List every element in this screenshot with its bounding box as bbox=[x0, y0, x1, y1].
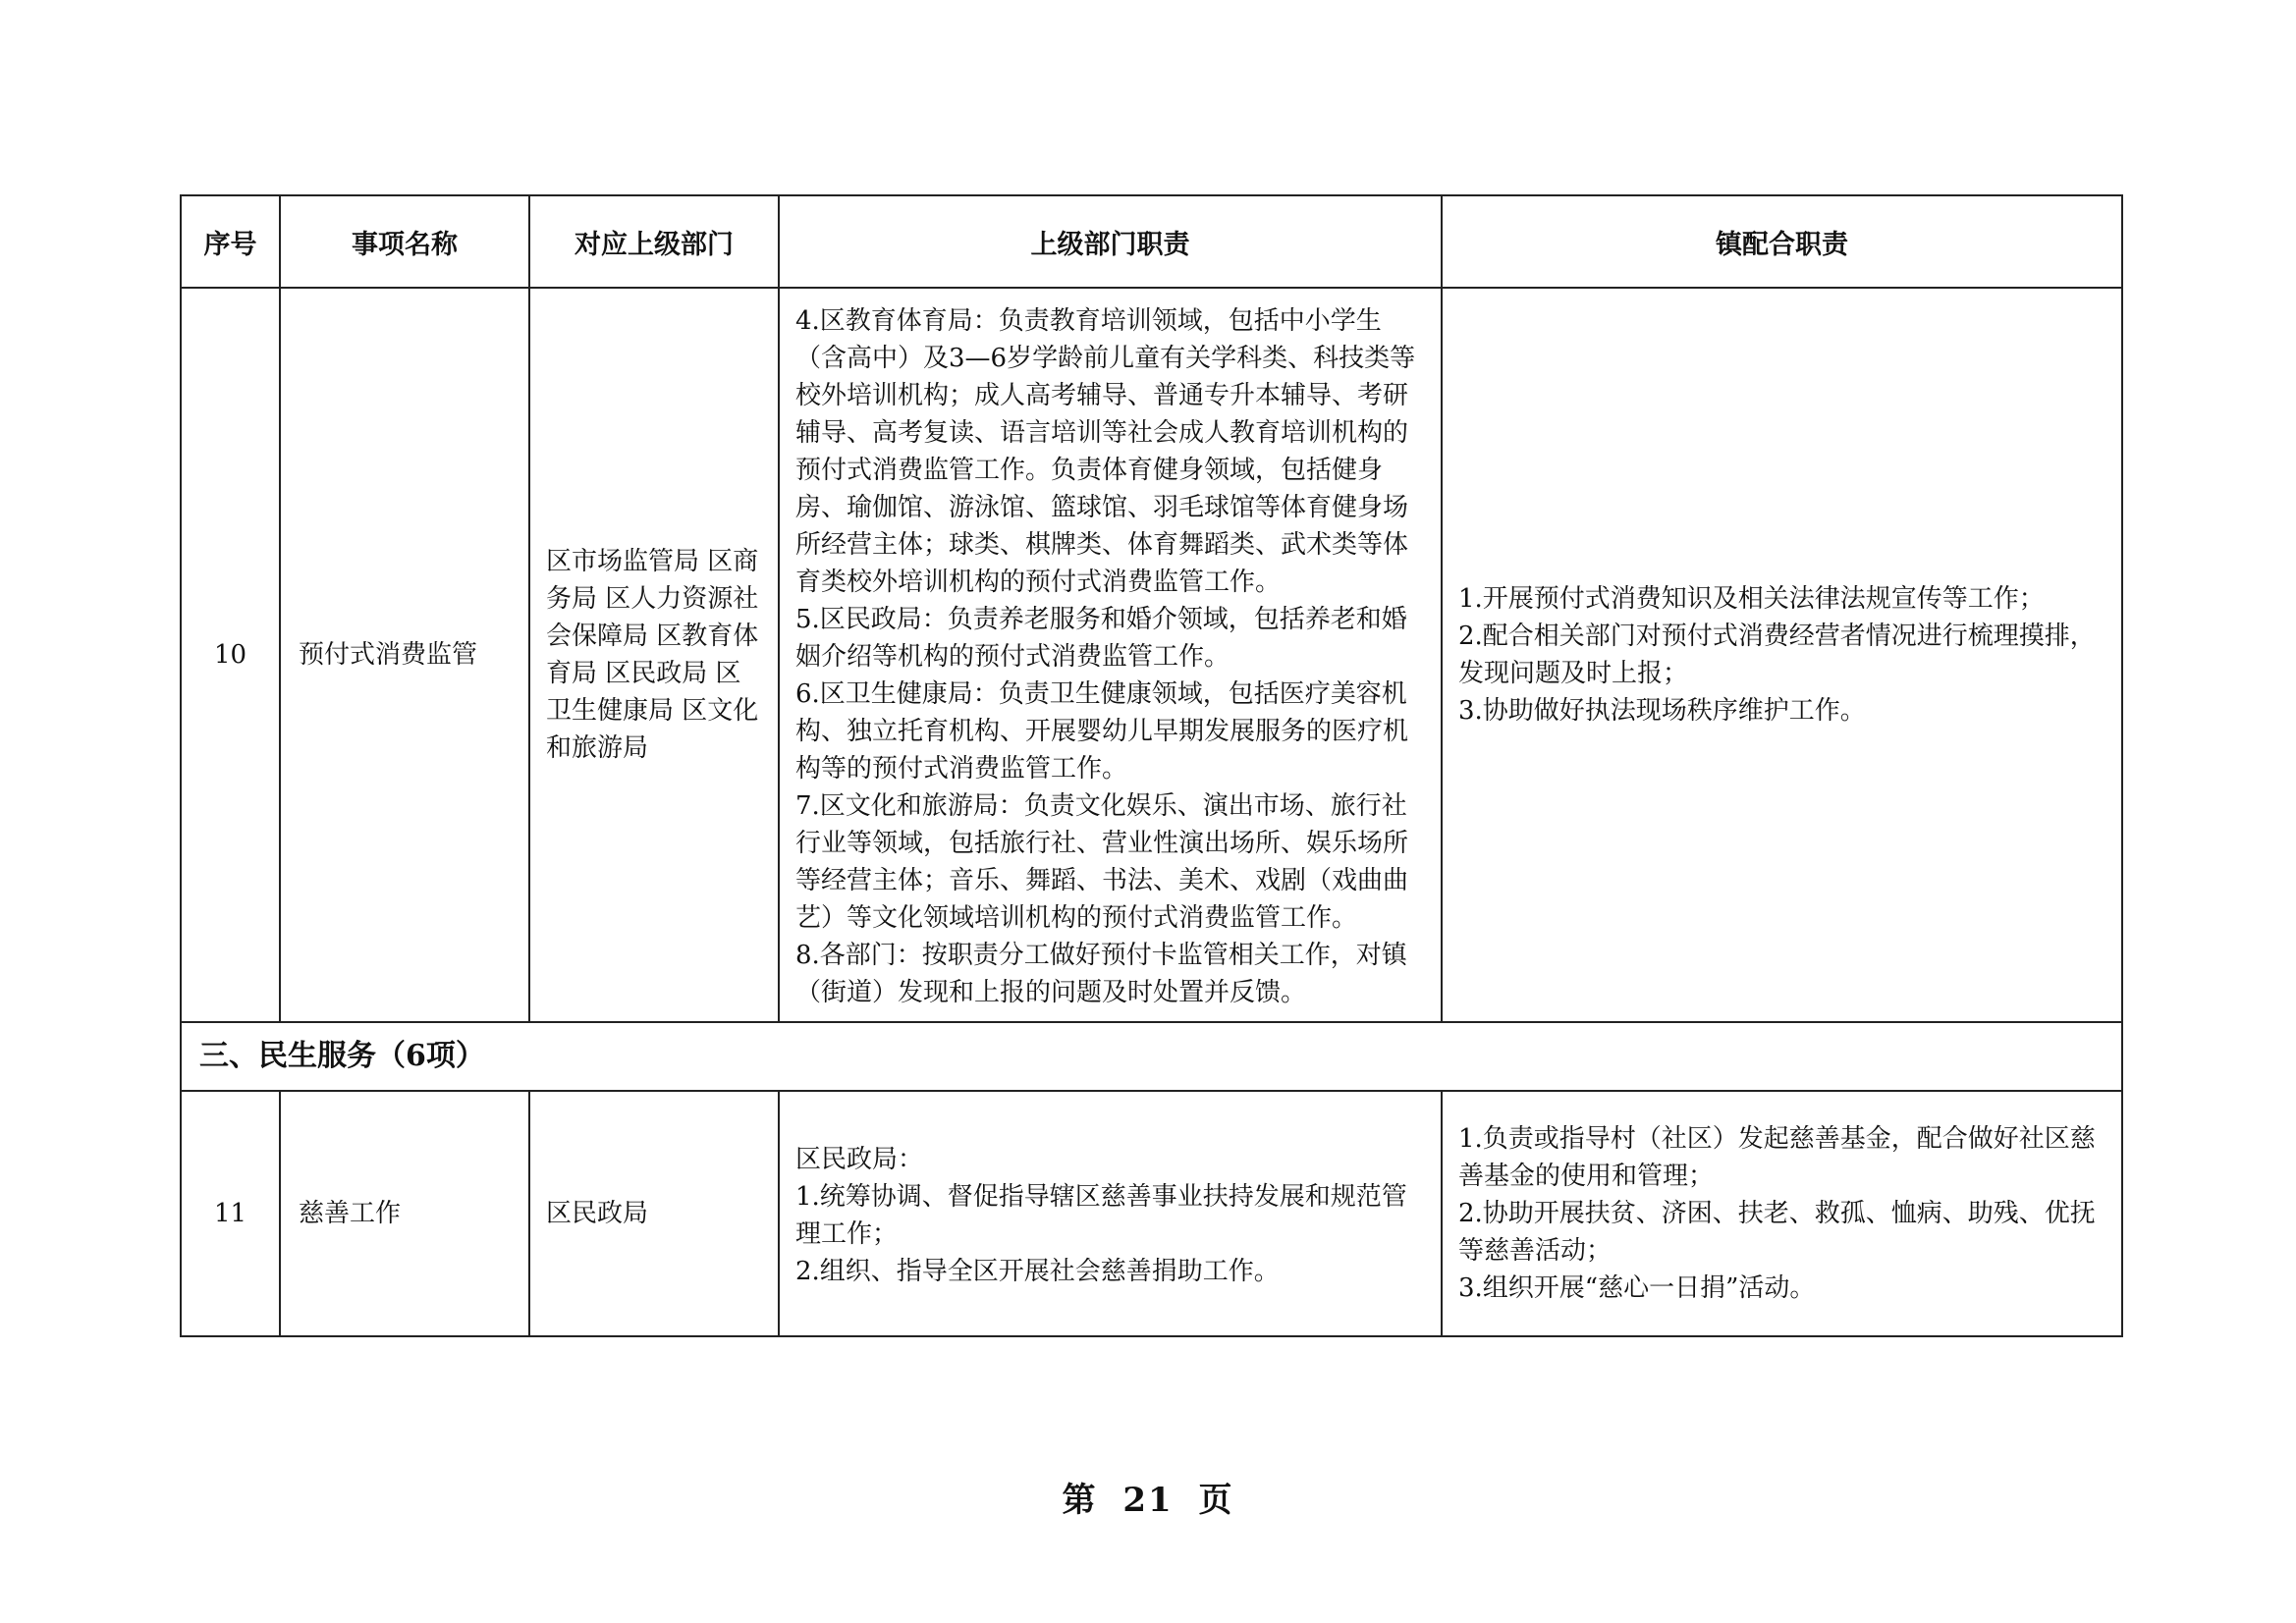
town-duty-line: 3.协助做好执法现场秩序维护工作。 bbox=[1458, 696, 1866, 726]
duty-line: 5.区民政局：负责养老服务和婚介领域，包括养老和婚姻介绍等机构的预付式消费监管工作。 bbox=[795, 605, 1407, 672]
page-footer bbox=[0, 1473, 2296, 1521]
header-duties: 上级部门职责 bbox=[779, 195, 1442, 288]
town-duties-cell bbox=[1442, 288, 2122, 1022]
town-duty-line: 2.协助开展扶贫、济困、扶老、救孤、恤病、助残、优抚等慈善活动； bbox=[1458, 1199, 2096, 1266]
town-duty-line: 3.组织开展“慈心一日捐”活动。 bbox=[1458, 1273, 1816, 1303]
table-header-row bbox=[181, 195, 2122, 288]
duties-cell bbox=[779, 1091, 1442, 1336]
duty-line: 8.各部门：按职责分工做好预付卡监管相关工作，对镇（街道）发现和上报的问题及时处置并反馈。 bbox=[795, 941, 1407, 1007]
duties-cell bbox=[779, 288, 1442, 1022]
header-name: 事项名称 bbox=[280, 195, 529, 288]
town-duty-line: 2.配合相关部门对预付式消费经营者情况进行梳理摸排，发现问题及时上报； bbox=[1458, 622, 2096, 688]
page-number: 21 bbox=[1122, 1481, 1174, 1520]
duty-line: 2.组织、指导全区开展社会慈善捐助工作。 bbox=[795, 1257, 1280, 1286]
row-number: 11 bbox=[181, 1091, 280, 1336]
duty-line: 7.区文化和旅游局：负责文化娱乐、演出市场、旅行社行业等领域，包括旅行社、营业性演出场所、娱乐场所等经营主体；音乐、舞蹈、书法、美术、戏剧（戏曲曲艺）等文化领域培训机构的预付式消费监管工作。 bbox=[795, 791, 1409, 933]
section-row bbox=[181, 1022, 2122, 1091]
page-prefix: 第 bbox=[1062, 1481, 1098, 1520]
duty-line: 6.区卫生健康局：负责卫生健康领域，包括医疗美容机构、独立托育机构、开展婴幼儿早期发展服务的医疗机构等的预付式消费监管工作。 bbox=[795, 679, 1409, 784]
table-row bbox=[181, 288, 2122, 1022]
duty-line: 4.区教育体育局：负责教育培训领域，包括中小学生（含高中）及3—6岁学龄前儿童有关学科类、科技类等校外培训机构；成人高考辅导、普通专升本辅导、考研辅导、高考复读、语言培训等社会成人教育培训机构的预付式消费监管工作。负责体育健身领域，包括健身房、瑜伽馆、游泳馆、篮球馆、羽毛球馆等体育健身场所经营主体；球类、棋牌类、体育舞蹈类、武术类等体育类校外培训机构的预付式消费监管工作。 bbox=[795, 306, 1416, 597]
duty-line: 区民政局： bbox=[795, 1145, 924, 1174]
table-row bbox=[181, 1091, 2122, 1336]
row-number: 10 bbox=[181, 288, 280, 1022]
town-duty-line: 1.开展预付式消费知识及相关法律法规宣传等工作； bbox=[1458, 584, 2045, 614]
duty-line: 1.统筹协调、督促指导辖区慈善事业扶持发展和规范管理工作； bbox=[795, 1182, 1407, 1249]
item-name: 慈善工作 bbox=[280, 1091, 529, 1336]
header-town: 镇配合职责 bbox=[1442, 195, 2122, 288]
item-name: 预付式消费监管 bbox=[280, 288, 529, 1022]
town-duty-line: 1.负责或指导村（社区）发起慈善基金，配合做好社区慈善基金的使用和管理； bbox=[1458, 1124, 2096, 1191]
header-no: 序号 bbox=[181, 195, 280, 288]
town-duties-cell bbox=[1442, 1091, 2122, 1336]
department-cell: 区民政局 bbox=[529, 1091, 779, 1336]
responsibility-table bbox=[180, 194, 2123, 1337]
page-suffix: 页 bbox=[1198, 1481, 1234, 1520]
department-cell: 区市场监管局 区商务局 区人力资源社会保障局 区教育体育局 区民政局 区卫生健康局 区文化和旅游局 bbox=[529, 288, 779, 1022]
section-title: 三、民生服务（6项） bbox=[181, 1022, 2122, 1091]
header-dept: 对应上级部门 bbox=[529, 195, 779, 288]
